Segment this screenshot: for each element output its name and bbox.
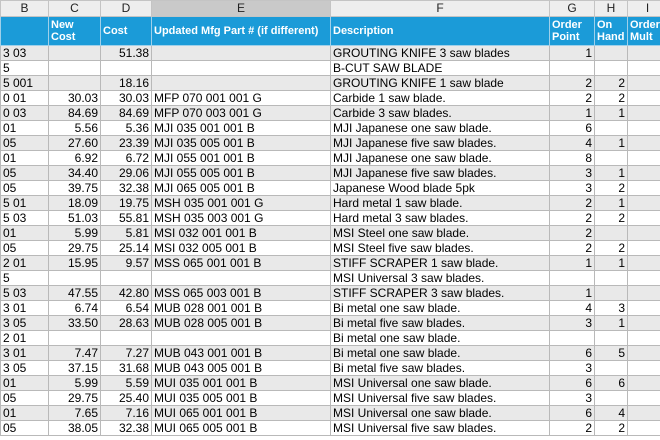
column-letter[interactable]: C	[49, 1, 101, 17]
table-row	[1, 196, 660, 211]
on-hand-cell[interactable]	[595, 391, 628, 406]
table-row	[1, 106, 660, 121]
cost-cell[interactable]: 42.80	[101, 286, 152, 301]
new-cost-cell[interactable]: 29.75	[49, 391, 101, 406]
on-hand-cell[interactable]: 3	[595, 301, 628, 316]
new-cost-cell[interactable]: 30.03	[49, 91, 101, 106]
mfg-part-cell[interactable]: MSS 065 001 001 B	[152, 256, 331, 271]
description-cell[interactable]: MJI Japanese one saw blade.	[331, 151, 550, 166]
on-hand-cell[interactable]	[595, 331, 628, 346]
order-point-cell[interactable]: 4	[550, 301, 595, 316]
table-row	[1, 346, 660, 361]
mfg-part-cell[interactable]: MSS 065 003 001 B	[152, 286, 331, 301]
new-cost-cell[interactable]: 5.99	[49, 376, 101, 391]
description-cell[interactable]: MJI Japanese five saw blades.	[331, 136, 550, 151]
table-row	[1, 166, 660, 181]
cost-cell[interactable]: 23.39	[101, 136, 152, 151]
mfg-part-cell[interactable]	[152, 61, 331, 76]
table-row	[1, 136, 660, 151]
mfg-part-cell[interactable]: MUI 065 005 001 B	[152, 421, 331, 436]
table-row	[1, 301, 660, 316]
new-cost-cell[interactable]	[49, 271, 101, 286]
mfg-part-cell[interactable]: MUI 065 001 001 B	[152, 406, 331, 421]
new-cost-cell[interactable]: 5.99	[49, 226, 101, 241]
order-mult-cell[interactable]	[628, 226, 660, 241]
description-cell[interactable]: Carbide 3 saw blades.	[331, 106, 550, 121]
header-cell-order-point[interactable]: Order Point	[550, 17, 595, 46]
header-cell-description[interactable]: Description	[331, 17, 550, 46]
order-point-cell[interactable]: 2	[550, 211, 595, 226]
part-cell[interactable]: 3 05	[1, 316, 49, 331]
table-row	[1, 361, 660, 376]
part-cell[interactable]: 5	[1, 271, 49, 286]
part-cell[interactable]: 5 03	[1, 286, 49, 301]
order-mult-cell[interactable]	[628, 346, 660, 361]
part-cell[interactable]: 05	[1, 136, 49, 151]
table-row	[1, 256, 660, 271]
table-row	[1, 181, 660, 196]
description-cell[interactable]: MJI Japanese one saw blade.	[331, 121, 550, 136]
new-cost-cell[interactable]: 6.74	[49, 301, 101, 316]
on-hand-cell[interactable]	[595, 61, 628, 76]
order-mult-cell[interactable]	[628, 406, 660, 421]
description-cell[interactable]: MSI Universal five saw blades.	[331, 391, 550, 406]
on-hand-cell[interactable]	[595, 361, 628, 376]
cost-cell[interactable]: 5.81	[101, 226, 152, 241]
order-mult-cell[interactable]	[628, 241, 660, 256]
on-hand-cell[interactable]: 2	[595, 76, 628, 91]
part-cell[interactable]: 0 03	[1, 106, 49, 121]
order-point-cell[interactable]: 6	[550, 121, 595, 136]
order-mult-cell[interactable]	[628, 211, 660, 226]
description-cell[interactable]: Hard metal 1 saw blade.	[331, 196, 550, 211]
table-header-row	[1, 17, 660, 46]
new-cost-cell[interactable]: 27.60	[49, 136, 101, 151]
new-cost-cell[interactable]	[49, 76, 101, 91]
header-cell[interactable]	[1, 17, 49, 46]
description-cell[interactable]: Bi metal one saw blade.	[331, 301, 550, 316]
table-row	[1, 286, 660, 301]
cost-cell[interactable]: 6.72	[101, 151, 152, 166]
part-cell[interactable]: 5 001	[1, 76, 49, 91]
order-mult-cell[interactable]	[628, 121, 660, 136]
mfg-part-cell[interactable]	[152, 76, 331, 91]
cost-cell[interactable]	[101, 331, 152, 346]
part-cell[interactable]: 5 01	[1, 196, 49, 211]
table-row	[1, 376, 660, 391]
description-cell[interactable]: B-CUT SAW BLADE	[331, 61, 550, 76]
cost-cell[interactable]: 32.38	[101, 421, 152, 436]
mfg-part-cell[interactable]: MUI 035 005 001 B	[152, 391, 331, 406]
mfg-part-cell[interactable]: MSH 035 001 001 G	[152, 196, 331, 211]
order-point-cell[interactable]: 4	[550, 136, 595, 151]
table-row	[1, 331, 660, 346]
mfg-part-cell[interactable]: MFP 070 001 001 G	[152, 91, 331, 106]
cost-cell[interactable]: 28.63	[101, 316, 152, 331]
order-point-cell[interactable]	[550, 271, 595, 286]
mfg-part-cell[interactable]: MUB 028 005 001 B	[152, 316, 331, 331]
cost-cell[interactable]: 7.16	[101, 406, 152, 421]
column-letter-header-row	[1, 1, 660, 17]
table-row	[1, 76, 660, 91]
header-cell-order-mult[interactable]: Order Mult	[628, 17, 660, 46]
column-letter[interactable]: F	[331, 1, 550, 17]
order-mult-cell[interactable]	[628, 271, 660, 286]
order-point-cell[interactable]: 6	[550, 406, 595, 421]
table-row	[1, 61, 660, 76]
order-point-cell[interactable]: 1	[550, 286, 595, 301]
description-cell[interactable]: Hard metal 3 saw blades.	[331, 211, 550, 226]
new-cost-cell[interactable]: 47.55	[49, 286, 101, 301]
description-cell[interactable]: Bi metal five saw blades.	[331, 361, 550, 376]
description-cell[interactable]: Bi metal one saw blade.	[331, 346, 550, 361]
new-cost-cell[interactable]: 18.09	[49, 196, 101, 211]
on-hand-cell[interactable]: 1	[595, 106, 628, 121]
description-cell[interactable]: Bi metal five saw blades.	[331, 316, 550, 331]
on-hand-cell[interactable]: 1	[595, 196, 628, 211]
description-cell[interactable]: MSI Universal 3 saw blades.	[331, 271, 550, 286]
mfg-part-cell[interactable]	[152, 331, 331, 346]
description-cell[interactable]: MSI Universal five saw blades.	[331, 421, 550, 436]
cost-cell[interactable]: 18.16	[101, 76, 152, 91]
header-cell-updated-mfg-part[interactable]: Updated Mfg Part # (if different)	[152, 17, 331, 46]
order-mult-cell[interactable]	[628, 286, 660, 301]
new-cost-cell[interactable]: 39.75	[49, 181, 101, 196]
description-cell[interactable]: Bi metal one saw blade.	[331, 331, 550, 346]
order-mult-cell[interactable]	[628, 421, 660, 436]
part-cell[interactable]: 05	[1, 166, 49, 181]
on-hand-cell[interactable]: 1	[595, 256, 628, 271]
table-row	[1, 211, 660, 226]
order-mult-cell[interactable]	[628, 376, 660, 391]
mfg-part-cell[interactable]	[152, 46, 331, 61]
order-point-cell[interactable]: 6	[550, 376, 595, 391]
order-mult-cell[interactable]	[628, 391, 660, 406]
table-body	[1, 46, 660, 436]
mfg-part-cell[interactable]: MJI 035 005 001 B	[152, 136, 331, 151]
on-hand-cell[interactable]: 2	[595, 241, 628, 256]
mfg-part-cell[interactable]: MUB 028 001 001 B	[152, 301, 331, 316]
part-cell[interactable]: 01	[1, 376, 49, 391]
description-cell[interactable]: STIFF SCRAPER 3 saw blades.	[331, 286, 550, 301]
order-point-cell[interactable]: 3	[550, 166, 595, 181]
cost-cell[interactable]: 51.38	[101, 46, 152, 61]
mfg-part-cell[interactable]: MUB 043 001 001 B	[152, 346, 331, 361]
part-cell[interactable]: 5 03	[1, 211, 49, 226]
order-point-cell[interactable]: 1	[550, 106, 595, 121]
order-mult-cell[interactable]	[628, 196, 660, 211]
cost-cell[interactable]: 9.57	[101, 256, 152, 271]
order-point-cell[interactable]: 2	[550, 241, 595, 256]
description-cell[interactable]: GROUTING KNIFE 1 saw blade	[331, 76, 550, 91]
description-cell[interactable]: MSI Universal one saw blade.	[331, 376, 550, 391]
part-cell[interactable]: 05	[1, 421, 49, 436]
description-cell[interactable]: Japanese Wood blade 5pk	[331, 181, 550, 196]
order-point-cell[interactable]: 2	[550, 76, 595, 91]
mfg-part-cell[interactable]: MJI 065 005 001 B	[152, 181, 331, 196]
part-cell[interactable]: 2 01	[1, 256, 49, 271]
order-mult-cell[interactable]	[628, 181, 660, 196]
order-point-cell[interactable]: 3	[550, 316, 595, 331]
description-cell[interactable]: MSI Universal one saw blade.	[331, 406, 550, 421]
order-mult-cell[interactable]	[628, 61, 660, 76]
column-letter[interactable]: H	[595, 1, 628, 17]
order-point-cell[interactable]: 1	[550, 46, 595, 61]
cost-cell[interactable]: 19.75	[101, 196, 152, 211]
on-hand-cell[interactable]: 4	[595, 406, 628, 421]
order-mult-cell[interactable]	[628, 106, 660, 121]
on-hand-cell[interactable]	[595, 286, 628, 301]
column-letter[interactable]: B	[1, 1, 49, 17]
description-cell[interactable]: STIFF SCRAPER 1 saw blade.	[331, 256, 550, 271]
part-cell[interactable]: 5	[1, 61, 49, 76]
new-cost-cell[interactable]: 6.92	[49, 151, 101, 166]
new-cost-cell[interactable]: 34.40	[49, 166, 101, 181]
order-point-cell[interactable]: 3	[550, 181, 595, 196]
mfg-part-cell[interactable]: MFP 070 003 001 G	[152, 106, 331, 121]
order-mult-cell[interactable]	[628, 136, 660, 151]
cost-cell[interactable]: 5.36	[101, 121, 152, 136]
column-letter-selected[interactable]: E	[152, 1, 331, 17]
column-letter[interactable]: I	[628, 1, 660, 17]
cost-cell[interactable]: 6.54	[101, 301, 152, 316]
header-cell-new-cost[interactable]: New Cost	[49, 17, 101, 46]
table-row	[1, 271, 660, 286]
new-cost-cell[interactable]	[49, 331, 101, 346]
table-row	[1, 316, 660, 331]
new-cost-cell[interactable]: 7.65	[49, 406, 101, 421]
table-row	[1, 151, 660, 166]
header-cell-on-hand[interactable]: On Hand	[595, 17, 628, 46]
on-hand-cell[interactable]: 2	[595, 91, 628, 106]
mfg-part-cell[interactable]: MJI 035 001 001 B	[152, 121, 331, 136]
description-cell[interactable]: GROUTING KNIFE 3 saw blades	[331, 46, 550, 61]
on-hand-cell[interactable]: 6	[595, 376, 628, 391]
header-cell-cost[interactable]: Cost	[101, 17, 152, 46]
table-row	[1, 46, 660, 61]
new-cost-cell[interactable]: 15.95	[49, 256, 101, 271]
mfg-part-cell[interactable]: MUI 035 001 001 B	[152, 376, 331, 391]
table-row	[1, 406, 660, 421]
on-hand-cell[interactable]	[595, 271, 628, 286]
description-cell[interactable]: MSI Steel five saw blades.	[331, 241, 550, 256]
table-row	[1, 241, 660, 256]
new-cost-cell[interactable]: 84.69	[49, 106, 101, 121]
table-row	[1, 421, 660, 436]
order-mult-cell[interactable]	[628, 46, 660, 61]
on-hand-cell[interactable]	[595, 121, 628, 136]
column-letter[interactable]: D	[101, 1, 152, 17]
order-point-cell[interactable]: 1	[550, 256, 595, 271]
order-mult-cell[interactable]	[628, 256, 660, 271]
order-mult-cell[interactable]	[628, 316, 660, 331]
cost-cell[interactable]	[101, 271, 152, 286]
on-hand-cell[interactable]: 1	[595, 166, 628, 181]
order-point-cell[interactable]	[550, 331, 595, 346]
on-hand-cell[interactable]: 2	[595, 211, 628, 226]
on-hand-cell[interactable]	[595, 46, 628, 61]
order-mult-cell[interactable]	[628, 361, 660, 376]
cost-cell[interactable]: 29.06	[101, 166, 152, 181]
mfg-part-cell[interactable]	[152, 271, 331, 286]
order-point-cell[interactable]: 3	[550, 361, 595, 376]
description-cell[interactable]: MSI Steel one saw blade.	[331, 226, 550, 241]
cost-cell[interactable]: 30.03	[101, 91, 152, 106]
on-hand-cell[interactable]	[595, 151, 628, 166]
table-row	[1, 121, 660, 136]
cost-cell[interactable]	[101, 61, 152, 76]
new-cost-cell[interactable]: 5.56	[49, 121, 101, 136]
column-letter[interactable]: G	[550, 1, 595, 17]
table-row	[1, 391, 660, 406]
part-cell[interactable]: 3 01	[1, 301, 49, 316]
part-cell[interactable]: 2 01	[1, 331, 49, 346]
part-cell[interactable]: 01	[1, 151, 49, 166]
on-hand-cell[interactable]: 1	[595, 316, 628, 331]
mfg-part-cell[interactable]: MJI 055 005 001 B	[152, 166, 331, 181]
order-point-cell[interactable]: 3	[550, 391, 595, 406]
mfg-part-cell[interactable]: MSH 035 003 001 G	[152, 211, 331, 226]
order-point-cell[interactable]: 2	[550, 226, 595, 241]
order-mult-cell[interactable]	[628, 301, 660, 316]
cost-cell[interactable]: 25.40	[101, 391, 152, 406]
mfg-part-cell[interactable]: MSI 032 001 001 B	[152, 226, 331, 241]
new-cost-cell[interactable]: 33.50	[49, 316, 101, 331]
on-hand-cell[interactable]: 5	[595, 346, 628, 361]
cost-cell[interactable]: 25.14	[101, 241, 152, 256]
order-point-cell[interactable]	[550, 61, 595, 76]
new-cost-cell[interactable]: 38.05	[49, 421, 101, 436]
part-cell[interactable]: 01	[1, 226, 49, 241]
order-point-cell[interactable]: 6	[550, 346, 595, 361]
order-point-cell[interactable]: 8	[550, 151, 595, 166]
new-cost-cell[interactable]: 7.47	[49, 346, 101, 361]
part-cell[interactable]: 05	[1, 391, 49, 406]
new-cost-cell[interactable]: 29.75	[49, 241, 101, 256]
part-cell[interactable]: 05	[1, 181, 49, 196]
table-row	[1, 91, 660, 106]
part-cell[interactable]: 3 05	[1, 361, 49, 376]
on-hand-cell[interactable]: 1	[595, 136, 628, 151]
mfg-part-cell[interactable]: MJI 055 001 001 B	[152, 151, 331, 166]
part-cell[interactable]: 01	[1, 406, 49, 421]
part-cell[interactable]: 3 01	[1, 346, 49, 361]
table-row	[1, 226, 660, 241]
part-cell[interactable]: 3 03	[1, 46, 49, 61]
order-point-cell[interactable]: 2	[550, 91, 595, 106]
part-cell[interactable]: 05	[1, 241, 49, 256]
order-point-cell[interactable]: 2	[550, 196, 595, 211]
description-cell[interactable]: MJI Japanese five saw blades.	[331, 166, 550, 181]
order-mult-cell[interactable]	[628, 91, 660, 106]
part-cell[interactable]: 0 01	[1, 91, 49, 106]
description-cell[interactable]: Carbide 1 saw blade.	[331, 91, 550, 106]
order-mult-cell[interactable]	[628, 166, 660, 181]
order-point-cell[interactable]: 2	[550, 421, 595, 436]
cost-cell[interactable]: 84.69	[101, 106, 152, 121]
cost-cell[interactable]: 32.38	[101, 181, 152, 196]
cost-cell[interactable]: 5.59	[101, 376, 152, 391]
new-cost-cell[interactable]: 51.03	[49, 211, 101, 226]
cost-cell[interactable]: 7.27	[101, 346, 152, 361]
on-hand-cell[interactable]: 2	[595, 421, 628, 436]
mfg-part-cell[interactable]: MUB 043 005 001 B	[152, 361, 331, 376]
order-mult-cell[interactable]	[628, 76, 660, 91]
new-cost-cell[interactable]	[49, 46, 101, 61]
new-cost-cell[interactable]	[49, 61, 101, 76]
order-mult-cell[interactable]	[628, 331, 660, 346]
cost-cell[interactable]: 55.81	[101, 211, 152, 226]
part-cell[interactable]: 01	[1, 121, 49, 136]
on-hand-cell[interactable]: 2	[595, 181, 628, 196]
new-cost-cell[interactable]: 37.15	[49, 361, 101, 376]
order-mult-cell[interactable]	[628, 151, 660, 166]
mfg-part-cell[interactable]: MSI 032 005 001 B	[152, 241, 331, 256]
on-hand-cell[interactable]	[595, 226, 628, 241]
cost-cell[interactable]: 31.68	[101, 361, 152, 376]
